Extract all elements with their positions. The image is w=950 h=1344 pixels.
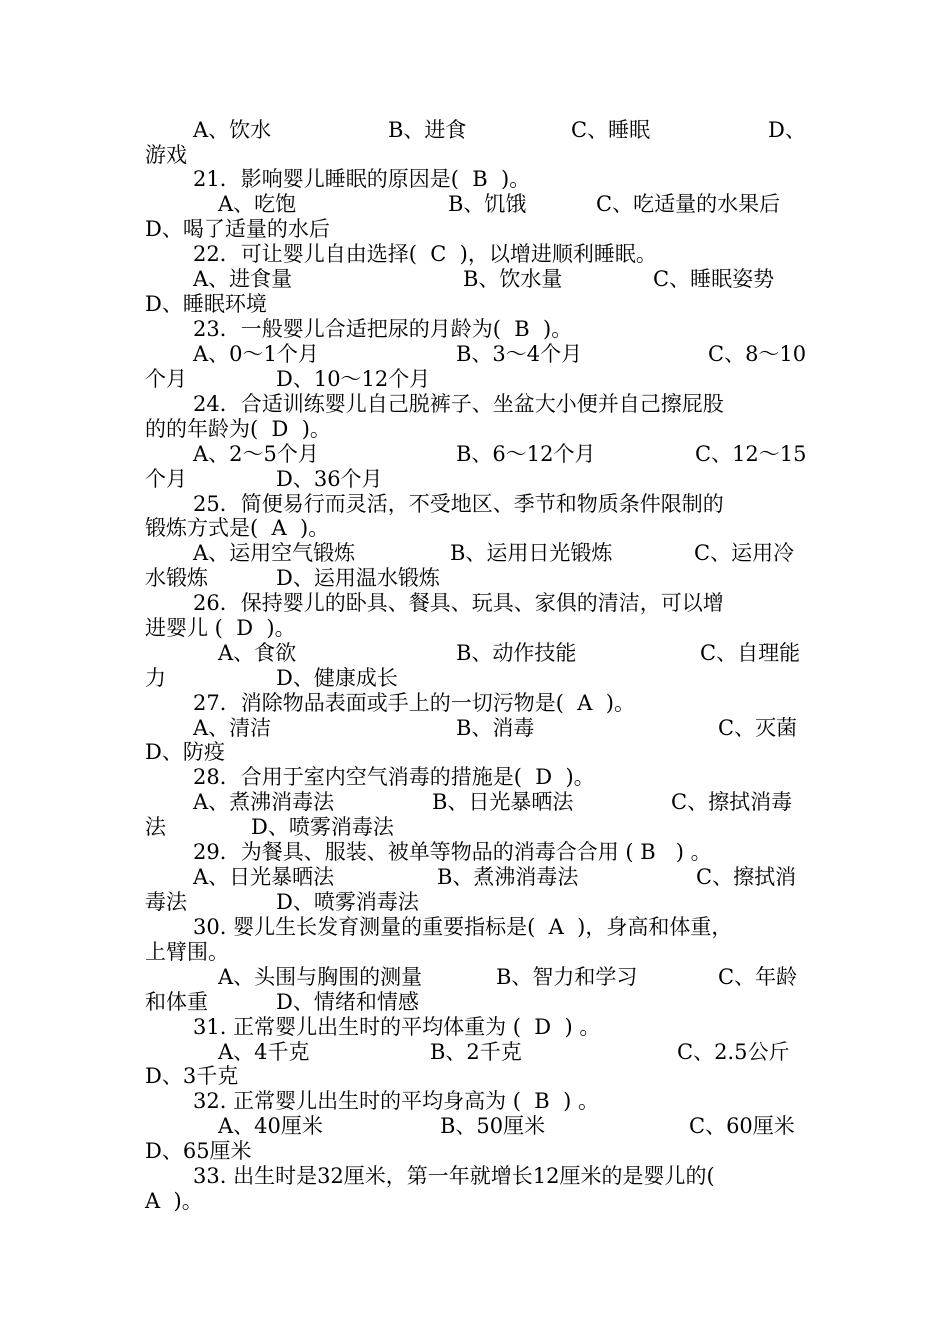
text-segment: C、60厘米 — [689, 1114, 795, 1138]
text-segment: A )。 — [145, 1189, 203, 1213]
text-segment: D、65厘米 — [145, 1139, 252, 1163]
text-segment: A、饮水 — [193, 118, 272, 142]
text-segment: C、年龄 — [718, 965, 798, 989]
text-segment: B、智力和学习 — [496, 965, 638, 989]
text-segment: 33. 出生时是32厘米，第一年就增长12厘米的是婴儿的( — [193, 1164, 715, 1188]
text-line — [0, 442, 950, 467]
text-segment: B、2千克 — [430, 1040, 522, 1064]
text-segment: 和体重 — [145, 990, 208, 1014]
text-segment: A、0～1个月 — [193, 342, 319, 366]
text-line — [0, 167, 950, 192]
text-line — [0, 765, 950, 790]
text-segment: B、6～12个月 — [456, 442, 596, 466]
text-segment: B、动作技能 — [456, 641, 577, 665]
text-segment: C、吃适量的水果后 — [596, 192, 781, 216]
text-segment: A、日光暴晒法 — [193, 865, 335, 889]
text-line — [0, 143, 950, 168]
text-line — [0, 417, 950, 442]
text-segment: B、煮沸消毒法 — [437, 865, 579, 889]
text-segment: 上臂围。 — [145, 940, 229, 964]
text-segment: 21．影响婴儿睡眠的原因是( B )。 — [193, 167, 531, 191]
text-segment: C、睡眠姿势 — [653, 267, 775, 291]
text-segment: B、50厘米 — [440, 1114, 546, 1138]
text-segment: 24．合适训练婴儿自己脱裤子、坐盆大小便并自己擦屁股 — [193, 392, 724, 416]
text-line — [0, 716, 950, 741]
text-line — [0, 317, 950, 342]
text-segment: D、运用温水锻炼 — [276, 566, 440, 590]
text-line — [0, 1139, 950, 1164]
text-segment: 23．一般婴儿合适把尿的月龄为( B )。 — [193, 317, 573, 341]
text-segment: 32. 正常婴儿出生时的平均身高为 ( B ) 。 — [193, 1089, 599, 1113]
text-segment: C、2.5公斤 — [677, 1040, 790, 1064]
text-segment: B、饥饿 — [448, 192, 527, 216]
text-line — [0, 641, 950, 666]
text-segment: 毒法 — [145, 890, 187, 914]
text-segment: A、进食量 — [193, 267, 293, 291]
text-segment: B、运用日光锻炼 — [450, 541, 613, 565]
text-segment: C、睡眠 — [571, 118, 651, 142]
text-line — [0, 516, 950, 541]
text-line — [0, 192, 950, 217]
text-line — [0, 492, 950, 517]
text-segment: D、3千克 — [145, 1064, 239, 1088]
text-segment: A、头围与胸围的测量 — [218, 965, 423, 989]
text-segment: 游戏 — [145, 143, 187, 167]
text-line — [0, 815, 950, 840]
text-segment: 力 — [145, 666, 166, 690]
text-segment: A、吃饱 — [218, 192, 297, 216]
text-segment: 26．保持婴儿的卧具、餐具、玩具、家俱的清洁，可以增 — [193, 591, 724, 615]
text-line — [0, 940, 950, 965]
text-segment: C、擦拭消毒 — [671, 790, 793, 814]
text-line — [0, 890, 950, 915]
text-segment: 水锻炼 — [145, 566, 208, 590]
text-segment: C、8～10 — [708, 342, 807, 366]
text-segment: C、运用冷 — [694, 541, 795, 565]
text-segment: 法 — [145, 815, 166, 839]
text-line — [0, 541, 950, 566]
text-line — [0, 1164, 950, 1189]
text-line — [0, 965, 950, 990]
text-line — [0, 1064, 950, 1089]
text-line — [0, 367, 950, 392]
text-segment: D、喷雾消毒法 — [251, 815, 394, 839]
text-segment: 个月 — [145, 367, 187, 391]
text-segment: D、睡眠环境 — [145, 292, 267, 316]
text-segment: D、36个月 — [276, 467, 383, 491]
text-segment: 31. 正常婴儿出生时的平均体重为 ( D ) 。 — [193, 1015, 601, 1039]
text-line — [0, 1189, 950, 1214]
text-segment: 的的年龄为( D )。 — [145, 417, 331, 441]
text-segment: 27．消除物品表面或手上的一切污物是( A )。 — [193, 691, 635, 715]
text-line — [0, 392, 950, 417]
text-line — [0, 267, 950, 292]
text-line — [0, 865, 950, 890]
text-segment: 22．可让婴儿自由选择( C )，以增进顺利睡眠。 — [193, 242, 657, 266]
text-segment: B、3～4个月 — [456, 342, 583, 366]
text-segment: 29．为餐具、服装、被单等物品的消毒合合用 ( B ) 。 — [193, 840, 712, 864]
text-line — [0, 217, 950, 242]
text-line — [0, 840, 950, 865]
text-line — [0, 467, 950, 492]
text-segment: A、运用空气锻炼 — [193, 541, 356, 565]
text-segment: C、自理能 — [700, 641, 801, 665]
text-segment: 28．合用于室内空气消毒的措施是( D )。 — [193, 765, 595, 789]
text-line — [0, 915, 950, 940]
text-line — [0, 990, 950, 1015]
text-segment: 个月 — [145, 467, 187, 491]
text-segment: B、消毒 — [456, 716, 535, 740]
text-line — [0, 616, 950, 641]
text-segment: A、40厘米 — [218, 1114, 323, 1138]
text-line — [0, 1040, 950, 1065]
text-segment: A、清洁 — [193, 716, 272, 740]
text-line — [0, 1015, 950, 1040]
text-line — [0, 740, 950, 765]
text-segment: D、情绪和情感 — [276, 990, 419, 1014]
text-line — [0, 242, 950, 267]
text-line — [0, 666, 950, 691]
text-segment: B、日光暴晒法 — [432, 790, 574, 814]
text-segment: D、10～12个月 — [276, 367, 431, 391]
text-segment: 进婴儿 ( D )。 — [145, 616, 296, 640]
text-line — [0, 292, 950, 317]
text-segment: A、煮沸消毒法 — [193, 790, 335, 814]
text-line — [0, 591, 950, 616]
text-segment: D、喝了适量的水后 — [145, 217, 330, 241]
text-segment: B、进食 — [388, 118, 467, 142]
text-line — [0, 342, 950, 367]
text-segment: A、2～5个月 — [193, 442, 319, 466]
text-segment: D、健康成长 — [276, 666, 398, 690]
text-segment: 锻炼方式是( A )。 — [145, 516, 330, 540]
text-segment: C、12～15 — [695, 442, 807, 466]
text-line — [0, 691, 950, 716]
text-line — [0, 118, 950, 143]
text-segment: D、 — [768, 118, 806, 142]
text-segment: C、擦拭消 — [696, 865, 797, 889]
text-segment: A、食欲 — [218, 641, 297, 665]
text-segment: D、防疫 — [145, 740, 225, 764]
text-segment: 30. 婴儿生长发育测量的重要指标是( A )，身高和体重， — [193, 915, 733, 939]
text-segment: 25．简便易行而灵活，不受地区、季节和物质条件限制的 — [193, 492, 724, 516]
text-line — [0, 566, 950, 591]
text-line — [0, 1089, 950, 1114]
text-line — [0, 790, 950, 815]
text-line — [0, 1114, 950, 1139]
text-segment: A、4千克 — [218, 1040, 310, 1064]
text-segment: D、喷雾消毒法 — [276, 890, 419, 914]
text-segment: C、灭菌 — [718, 716, 798, 740]
text-segment: B、饮水量 — [463, 267, 563, 291]
